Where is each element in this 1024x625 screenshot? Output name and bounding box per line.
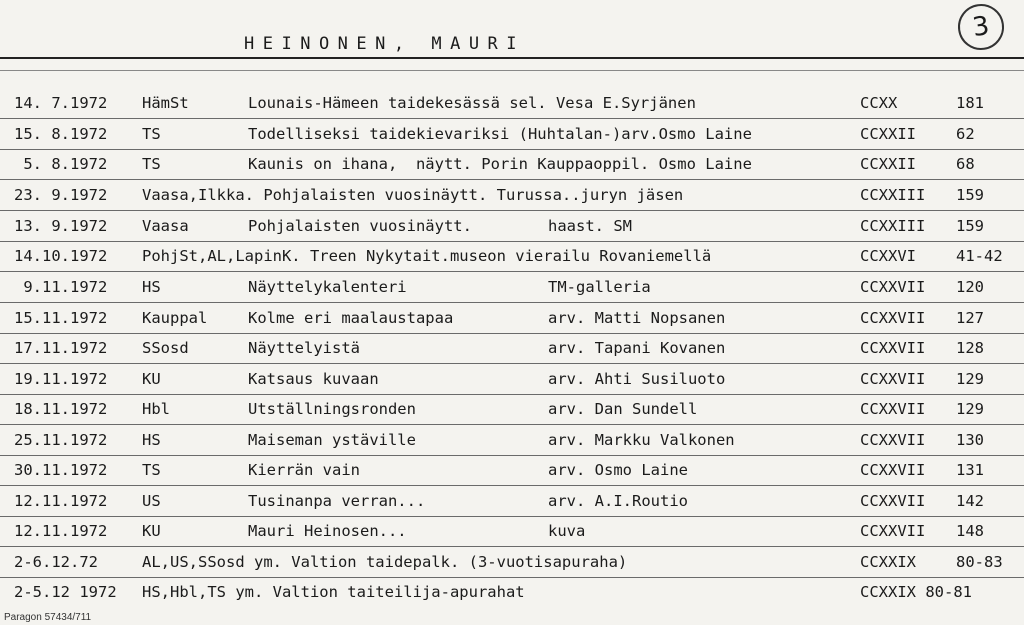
entry-source: TS	[142, 155, 161, 173]
entry-page: 68	[956, 155, 975, 173]
entry-volume: CCXXVII	[860, 461, 926, 479]
entry-date: 13. 9.1972	[14, 217, 108, 235]
table-row	[0, 393, 1024, 425]
entry-volume: CCXXIX 80-81	[860, 583, 972, 601]
entry-page: 41-42	[956, 247, 1003, 265]
table-row	[0, 424, 1024, 456]
entry-title: Kierrän vain	[248, 461, 360, 479]
entry-page: 129	[956, 370, 984, 388]
table-row	[0, 240, 1024, 272]
entry-date: 17.11.1972	[14, 339, 108, 357]
entry-page: 148	[956, 522, 984, 540]
entry-author: arv. Tapani Kovanen	[548, 339, 726, 357]
entry-title: Kaunis on ihana, näytt. Porin Kauppaoppil. Osmo Laine	[248, 155, 752, 173]
table-row	[0, 118, 1024, 150]
entry-volume: CCXXII	[860, 155, 916, 173]
entry-volume: CCXXVII	[860, 431, 926, 449]
entry-author: haast. SM	[548, 217, 632, 235]
entry-volume: CCXXVII	[860, 309, 926, 327]
entry-source: AL,US,SSosd ym. Valtion taidepalk. (3-vuotisapuraha)	[142, 553, 628, 571]
entry-date: 15. 8.1972	[14, 125, 108, 143]
entry-source: Vaasa,Ilkka. Pohjalaisten vuosinäytt. Turussa..juryn jäsen	[142, 186, 684, 204]
entry-date: 2-5.12 1972	[14, 583, 117, 601]
entry-source: KU	[142, 522, 161, 540]
entry-date: 23. 9.1972	[14, 186, 108, 204]
entry-volume: CCXXIX	[860, 553, 916, 571]
entry-date: 15.11.1972	[14, 309, 108, 327]
entry-source: TS	[142, 125, 161, 143]
entry-title: Todelliseksi taidekievariksi (Huhtalan-)arv.Osmo Laine	[248, 125, 752, 143]
entry-author: arv. A.I.Routio	[548, 492, 688, 510]
entry-volume: CCXX	[860, 94, 898, 112]
table-row	[0, 179, 1024, 211]
entry-source: TS	[142, 461, 161, 479]
entry-page: 127	[956, 309, 984, 327]
entry-author: arv. Matti Nopsanen	[548, 309, 726, 327]
entry-page: 142	[956, 492, 984, 510]
entry-page: 130	[956, 431, 984, 449]
entry-volume: CCXXVII	[860, 339, 926, 357]
entry-source: Kauppal	[142, 309, 208, 327]
table-row	[0, 363, 1024, 395]
entry-title: Lounais-Hämeen taidekesässä sel. Vesa E.Syrjänen	[248, 94, 696, 112]
table-row	[0, 454, 1024, 486]
entry-page: 62	[956, 125, 975, 143]
entry-source: HS	[142, 278, 161, 296]
entry-page: 80-83	[956, 553, 1003, 571]
entry-page: 131	[956, 461, 984, 479]
entry-date: 2-6.12.72	[14, 553, 98, 571]
table-row	[0, 515, 1024, 547]
entry-title: Katsaus kuvaan	[248, 370, 379, 388]
header-rule	[0, 57, 1024, 59]
entry-source: Hbl	[142, 400, 170, 418]
entry-date: 18.11.1972	[14, 400, 108, 418]
header-rule-thin	[0, 70, 1024, 71]
entry-volume: CCXXII	[860, 125, 916, 143]
entry-date: 14. 7.1972	[14, 94, 108, 112]
entry-volume: CCXXVII	[860, 278, 926, 296]
entry-volume: CCXXVI	[860, 247, 916, 265]
entry-title: Mauri Heinosen...	[248, 522, 407, 540]
entry-author: arv. Osmo Laine	[548, 461, 688, 479]
entry-date: 12.11.1972	[14, 492, 108, 510]
entry-source: PohjSt,AL,LapinK. Treen Nykytait.museon vierailu Rovaniemellä	[142, 247, 712, 265]
entry-title: Näyttelyistä	[248, 339, 360, 357]
entry-volume: CCXXIII	[860, 217, 926, 235]
entry-source: SSosd	[142, 339, 189, 357]
printer-imprint: Paragon 57434/711	[4, 612, 92, 623]
entry-volume: CCXXVII	[860, 522, 926, 540]
entry-source: HS,Hbl,TS ym. Valtion taiteilija-apurahat	[142, 583, 525, 601]
entry-page: 120	[956, 278, 984, 296]
card-number-mark: 3	[955, 1, 1007, 53]
table-row	[0, 332, 1024, 364]
entry-page: 129	[956, 400, 984, 418]
entry-author: arv. Dan Sundell	[548, 400, 698, 418]
table-row	[0, 302, 1024, 334]
entry-author: arv. Markku Valkonen	[548, 431, 735, 449]
card-title: HEINONEN, MAURI	[244, 34, 526, 54]
entry-source: KU	[142, 370, 161, 388]
entry-date: 30.11.1972	[14, 461, 108, 479]
entry-date: 12.11.1972	[14, 522, 108, 540]
entry-volume: CCXXVII	[860, 400, 926, 418]
entry-source: HämSt	[142, 94, 189, 112]
entry-title: Utställningsronden	[248, 400, 416, 418]
entry-date: 9.11.1972	[14, 278, 108, 296]
entry-volume: CCXXVII	[860, 492, 926, 510]
entry-page: 128	[956, 339, 984, 357]
entry-date: 14.10.1972	[14, 247, 108, 265]
entry-source: HS	[142, 431, 161, 449]
entry-title: Kolme eri maalaustapaa	[248, 309, 454, 327]
entry-author: kuva	[548, 522, 586, 540]
entry-source: US	[142, 492, 161, 510]
entry-volume: CCXXVII	[860, 370, 926, 388]
entry-date: 25.11.1972	[14, 431, 108, 449]
table-row	[0, 210, 1024, 242]
entry-page: 159	[956, 186, 984, 204]
entry-title: Näyttelykalenteri	[248, 278, 407, 296]
entry-author: arv. Ahti Susiluoto	[548, 370, 726, 388]
entry-date: 5. 8.1972	[14, 155, 108, 173]
table-row	[0, 148, 1024, 180]
table-row	[0, 271, 1024, 303]
entry-author: TM-galleria	[548, 278, 651, 296]
table-row	[0, 546, 1024, 578]
entry-title: Pohjalaisten vuosinäytt.	[248, 217, 472, 235]
entry-date: 19.11.1972	[14, 370, 108, 388]
entry-title: Tusinanpa verran...	[248, 492, 426, 510]
entry-volume: CCXXIII	[860, 186, 926, 204]
table-row	[0, 87, 1024, 119]
entry-page: 159	[956, 217, 984, 235]
table-row	[0, 576, 1024, 607]
table-row	[0, 485, 1024, 517]
entry-title: Maiseman ystäville	[248, 431, 416, 449]
entry-source: Vaasa	[142, 217, 189, 235]
entry-page: 181	[956, 94, 984, 112]
